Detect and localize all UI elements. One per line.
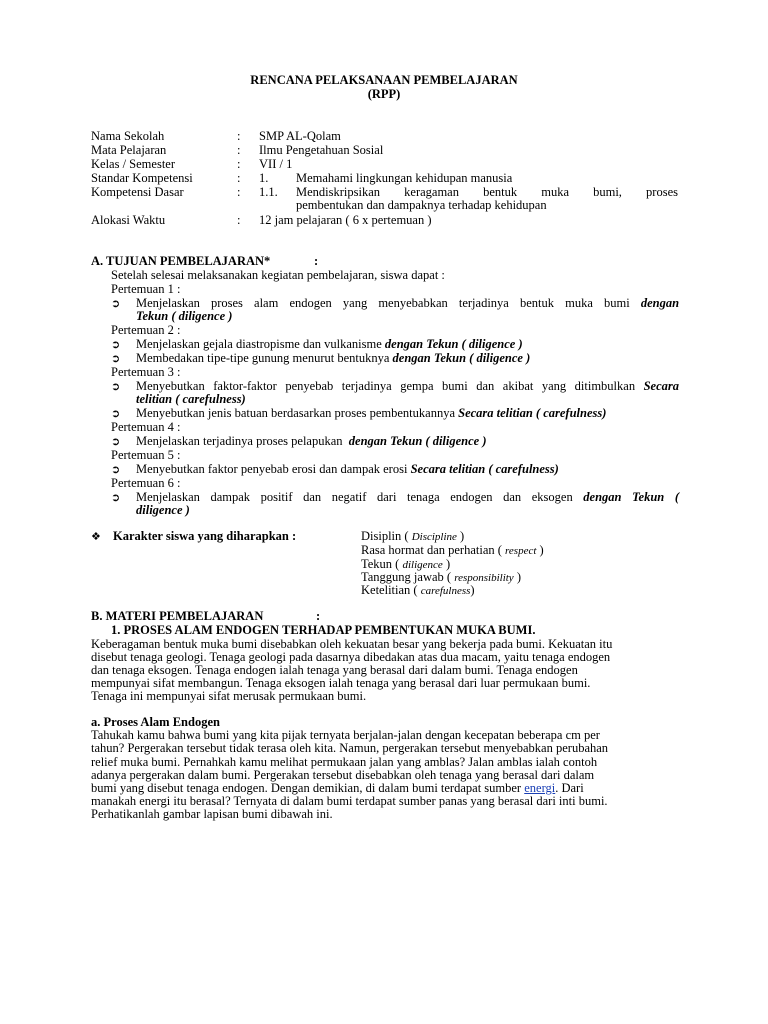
arrow-bullet-icon: ➲ xyxy=(111,407,121,420)
character-text: Rasa hormat dan perhatian ( xyxy=(361,543,506,557)
character-item xyxy=(361,584,475,598)
paragraph-line: disebut tenaga geologi. Tenaga geologi pada dasarnya dibedakan atas dua macam, yaitu tenaga endogen xyxy=(91,650,611,664)
diamond-bullet-icon: ❖ xyxy=(91,530,101,543)
character-close: ) xyxy=(442,557,451,571)
character-text: Ketelitian ( xyxy=(361,583,421,597)
identity-value: VII / 1 xyxy=(259,157,293,171)
objective-text: Menyebutkan faktor-faktor penyebab terjadinya gempa bumi dan akibat yang ditimbulkan xyxy=(136,379,636,393)
identity-label: Nama Sekolah xyxy=(91,129,165,143)
objective-item xyxy=(136,463,559,476)
section-b-subheading: 1. PROSES ALAM ENDOGEN TERHADAP PEMBENTUKAN MUKA BUMI. xyxy=(111,623,536,637)
energi-link[interactable]: energi xyxy=(524,781,556,795)
character-english: responsibility xyxy=(454,572,514,584)
identity-colon: : xyxy=(237,143,241,157)
paragraph-line: dan tenaga eksogen. Tenaga endogen ialah tenaga yang berasal dari dalam bumi. Tenaga endogen xyxy=(91,663,578,677)
paragraph-line: Tahukah kamu bahwa bumi yang kita pijak ternyata berjalan-jalan dengan kecepatan beberapa cm per xyxy=(91,728,600,742)
meeting-label: Pertemuan 2 : xyxy=(111,323,181,337)
section-b-heading: B. MATERI PEMBELAJARAN xyxy=(91,609,264,623)
arrow-bullet-icon: ➲ xyxy=(111,338,121,351)
identity-label: Alokasi Waktu xyxy=(91,213,166,227)
objective-emphasis: Secara xyxy=(643,379,680,393)
subsection-heading: a. Proses Alam Endogen xyxy=(91,715,220,729)
identity-number: 1.1. xyxy=(259,185,278,199)
objective-text: Menyebutkan faktor penyebab erosi dan dampak erosi xyxy=(136,462,408,476)
objective-item xyxy=(136,352,530,365)
objective-emphasis: dengan Tekun ( diligence ) xyxy=(384,337,523,351)
paragraph-line: relief muka bumi. Pernahkah kamu melihat permukaan jalan yang amblas? Jalan amblas ialah contoh xyxy=(91,755,598,769)
character-english: carefulness xyxy=(420,585,471,597)
character-label: Karakter siswa yang diharapkan : xyxy=(113,529,297,543)
section-a-intro: Setelah selesai melaksanakan kegiatan pembelajaran, siswa dapat : xyxy=(111,268,445,282)
objective-emphasis: Secara telitian ( carefulness) xyxy=(458,406,607,420)
identity-value: SMP AL-Qolam xyxy=(259,129,341,143)
objective-text: Menjelaskan proses alam endogen yang menyebabkan terjadinya bentuk muka bumi xyxy=(136,296,630,310)
identity-colon: : xyxy=(237,129,241,143)
section-a-heading: A. TUJUAN PEMBELAJARAN* xyxy=(91,254,271,268)
identity-label: Kompetensi Dasar xyxy=(91,185,184,199)
arrow-bullet-icon: ➲ xyxy=(111,352,121,365)
meeting-label: Pertemuan 3 : xyxy=(111,365,181,379)
objective-emphasis: Secara telitian ( carefulness) xyxy=(410,462,559,476)
arrow-bullet-icon: ➲ xyxy=(111,491,121,504)
identity-value: 12 jam pelajaran ( 6 x pertemuan ) xyxy=(259,213,432,227)
character-english: Discipline xyxy=(411,531,457,543)
identity-colon: : xyxy=(237,171,241,185)
paragraph-line: tahun? Pergerakan tersebut tidak terasa oleh kita. Namun, pergerakan tersebut menyebabkan perubahan xyxy=(91,741,609,755)
competency-line-1: Mendiskripsikan keragaman bentuk muka bumi, proses xyxy=(296,185,678,199)
paragraph-line: Keberagaman bentuk muka bumi disebabkan oleh kekuatan besar yang bekerja pada bumi. Kekuatan itu xyxy=(91,637,613,651)
objective-item xyxy=(136,407,606,420)
objective-emphasis: dengan Tekun ( diligence ) xyxy=(392,351,531,365)
paragraph-text: . Dari xyxy=(555,781,584,795)
document-subtitle: (RPP) xyxy=(367,87,401,101)
arrow-bullet-icon: ➲ xyxy=(111,463,121,476)
objective-text: Menjelaskan dampak positif dan negatif dari tenaga endogen dan eksogen xyxy=(136,490,573,504)
objective-item xyxy=(136,491,679,504)
paragraph-text: bumi yang disebut tenaga endogen. Dengan demikian, di dalam bumi terdapat sumber xyxy=(91,781,525,795)
character-english: diligence xyxy=(402,559,443,571)
objective-emphasis: diligence ) xyxy=(136,503,190,517)
objective-emphasis: dengan xyxy=(640,296,680,310)
character-text: Tekun ( xyxy=(361,557,403,571)
character-text: Disiplin ( xyxy=(361,529,412,543)
character-close: ) xyxy=(456,529,465,543)
identity-colon: : xyxy=(237,213,241,227)
character-close: ) xyxy=(536,543,544,557)
paragraph-line: manakah energi itu berasal? Ternyata di dalam bumi terdapat sumber panas yang berasal dari inti bumi. xyxy=(91,794,608,808)
identity-colon: : xyxy=(237,185,241,199)
identity-label: Kelas / Semester xyxy=(91,157,176,171)
identity-label: Standar Kompetensi xyxy=(91,171,193,185)
character-text: Tanggung jawab ( xyxy=(361,570,455,584)
meeting-label: Pertemuan 4 : xyxy=(111,420,181,434)
meeting-label: Pertemuan 1 : xyxy=(111,282,181,296)
character-close: ) xyxy=(470,583,475,597)
arrow-bullet-icon: ➲ xyxy=(111,380,121,393)
objective-emphasis: dengan Tekun ( diligence ) xyxy=(348,434,487,448)
objective-text: Menjelaskan gejala diastropisme dan vulkanisme xyxy=(136,337,382,351)
paragraph-line: mempunyai sifat membangun. Tenaga eksogen ialah tenaga yang berasal dari luar permukaan bumi. xyxy=(91,676,591,690)
section-a-colon: : xyxy=(314,254,319,268)
character-close: ) xyxy=(513,570,521,584)
objective-text: Menyebutkan jenis batuan berdasarkan proses pembentukannya xyxy=(136,406,455,420)
meeting-label: Pertemuan 6 : xyxy=(111,476,181,490)
paragraph-line: adanya pergerakan dalam bumi. Pergerakan tersebut disebabkan oleh tenaga yang berasal dari dalam xyxy=(91,768,595,782)
objective-emphasis: Tekun ( diligence ) xyxy=(136,309,233,323)
section-b-colon: : xyxy=(316,609,321,623)
paragraph-line: Perhatikanlah gambar lapisan bumi dibawah ini. xyxy=(91,807,333,821)
objective-text: Membedakan tipe-tipe gunung menurut bentuknya xyxy=(136,351,390,365)
competency-line-2: pembentukan dan dampaknya terhadap kehidupan xyxy=(296,198,547,212)
objective-item xyxy=(136,435,487,448)
identity-value: Ilmu Pengetahuan Sosial xyxy=(259,143,384,157)
arrow-bullet-icon: ➲ xyxy=(111,435,121,448)
identity-number: 1. xyxy=(259,171,269,185)
objective-text: Menjelaskan terjadinya proses pelapukan xyxy=(136,434,343,448)
paragraph-line: Tenaga ini mempunyai sifat merusak permukaan bumi. xyxy=(91,689,367,703)
character-english: respect xyxy=(505,545,537,557)
arrow-bullet-icon: ➲ xyxy=(111,297,121,310)
identity-value: Memahami lingkungan kehidupan manusia xyxy=(296,171,513,185)
objective-emphasis: dengan Tekun ( xyxy=(583,490,679,504)
objective-item xyxy=(136,338,523,351)
meeting-label: Pertemuan 5 : xyxy=(111,448,181,462)
document-title: RENCANA PELAKSANAAN PEMBELAJARAN xyxy=(250,73,518,87)
objective-emphasis: telitian ( carefulness) xyxy=(136,392,246,406)
identity-colon: : xyxy=(237,157,241,171)
identity-label: Mata Pelajaran xyxy=(91,143,167,157)
